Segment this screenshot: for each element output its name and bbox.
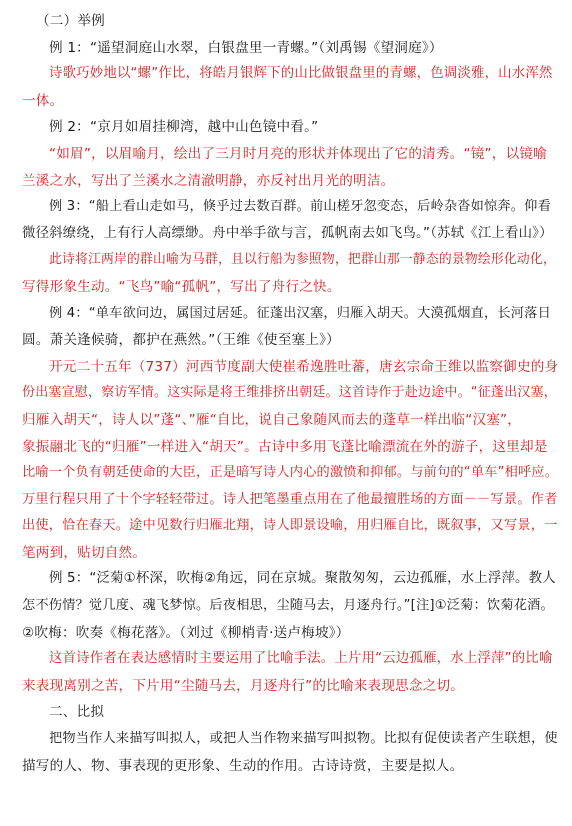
section-heading-examples: （二）举例 [36,13,105,29]
example-3-line-2: 微径斜缭绕，上有行人高缥缈。舟中举手欲与言，孤帆南去如飞鸟。”（苏轼《江上看山》） [22,225,553,241]
personification-body-line-2: 描写的人、物、事表现的更形象、生动的作用。古诗诗赏，主要是拟人。 [22,757,464,774]
example-3-analysis-line-1: 此诗将江两岸的群山喻为马群，且以行船为参照物，把群山那一静态的景物绘形化动化， [49,252,556,268]
example-1-line-1: 例 1：“遥望洞庭山水翠，白银盘里一青螺。”（刘禹锡《望洞庭》） [49,39,443,56]
example-3-analysis-line-2: 写得形象生动。“飞鸟”喻“孤帆”，写出了舟行之快。 [22,278,341,295]
example-4-analysis-line-5: 比喻一个负有朝廷使命的大臣，正是暗写诗人内心的激愤和抑郁。与前句的“单车”相呼应。 [22,465,558,481]
example-4-analysis-line-8: 笔两到，贴切自然。 [22,544,147,561]
example-4-line-2: 圆。萧关逢候骑，都护在燕然。”（王维《使至塞上》） [22,332,340,349]
example-5-analysis-line-2: 来表现离别之苦，下片用“尘随马去，月逐舟行”的比喻来表现思念之切。 [22,677,465,694]
example-5-line-2: 怎不伤情？觉几度、魂飞梦惊。后夜相思，尘随马去，月逐舟行。”[注]①泛菊：饮菊花酒。 [22,598,554,614]
example-1-analysis-line-2: 一体。 [22,92,64,109]
personification-body-line-1: 把物当作人来描写叫拟人，或把人当作物来描写叫拟物。比拟有促使读者产生联想，使 [49,731,558,747]
example-4-analysis-line-2: 份出塞宣慰，察访军情。这实际是将王维排挤出朝廷。这首诗作于赴边途中。“征蓬出汉塞， [22,385,557,401]
example-1-analysis-line-1: 诗歌巧妙地以“螺”作比，将皓月银辉下的山比做银盘里的青螺，色调淡雅，山水浑然 [49,66,553,82]
example-4-analysis-line-7: 出使，恰在春天。途中见数行归雁北翔，诗人即景设喻，用归雁自比，既叙事，又写景，一 [22,518,558,534]
example-3-line-1: 例 3：“船上看山走如马，倏乎过去数百群。前山槎牙忽变态，后岭杂沓如惊奔。仰看 [49,199,551,215]
example-5-line-1: 例 5：“泛菊①杯深，吹梅②角远，同在京城。聚散匆匆，云边孤雁，水上浮萍。教人 [49,571,556,587]
example-2-analysis-line-1: “如眉”，以眉喻月，绘出了三月时月亮的形状并体现出了它的清秀。“镜”，以镜喻 [49,145,547,162]
example-5-line-3: ②吹梅：吹奏《梅花落》。（刘过《柳梢青·送卢梅坡》） [22,624,350,641]
section-heading-personification: 二、比拟 [49,704,105,721]
example-4-analysis-line-6: 万里行程只用了十个字轻轻带过。诗人把笔墨重点用在了他最擅胜场的方面－－写景。作者 [22,491,558,507]
example-4-line-1: 例 4：“单车欲问边，属国过居延。征蓬出汉塞，归雁入胡天。大漠孤烟直，长河落日 [49,305,551,321]
example-2-analysis-line-2: 兰溪之水，写出了兰溪水之清澈明静，亦反衬出月光的明洁。 [22,172,395,189]
example-2-line-1: 例 2：“京月如眉挂柳湾，越中山色镜中看。” [49,119,319,136]
example-5-analysis-line-1: 这首诗作者在表达感情时主要运用了比喻手法。上片用“云边孤雁，水上浮萍”的比喻 [49,651,553,667]
example-4-analysis-line-4: 象振翮北飞的“归雁”一样进入“胡天”。古诗中多用飞蓬比喻漂流在外的游子，这里却是 [22,438,548,455]
example-4-analysis-line-3: 归雁入胡天“，诗人以”蓬“、”雁“自比，说自己象随风而去的蓬草一样出临“汉塞”， [22,411,522,428]
example-4-analysis-line-1: 开元二十五年（737）河西节度副大使崔希逸胜吐蕃，唐玄宗命王维以监察御史的身 [49,358,558,375]
